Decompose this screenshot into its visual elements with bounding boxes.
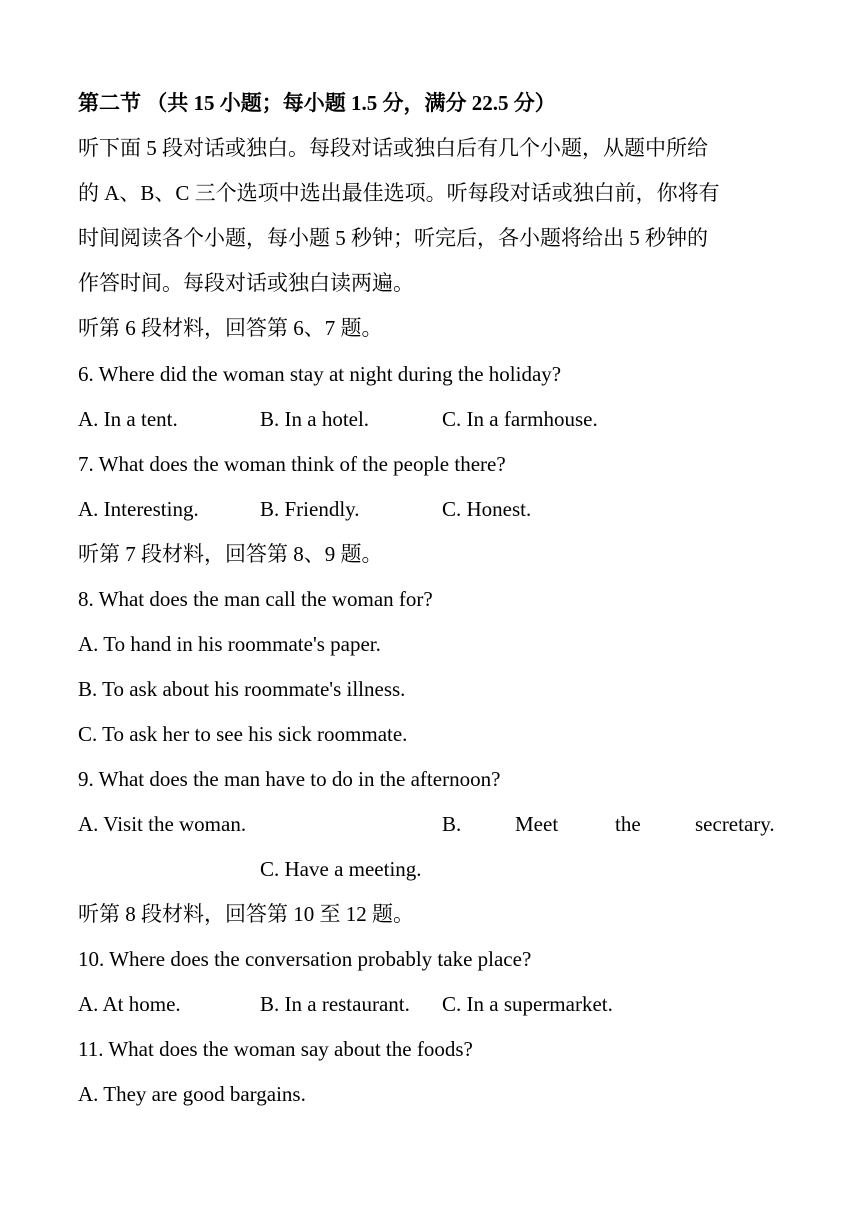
option-a: A. At home. xyxy=(78,992,181,1016)
option-c: C. Have a meeting. xyxy=(260,857,422,881)
option-a: A. In a tent. xyxy=(78,407,178,431)
question-stem: 11. What does the woman say about the foods? xyxy=(78,1037,473,1061)
option-b-word: secretary. xyxy=(695,812,775,836)
group-intro: 听第 6 段材料，回答第 6、7 题。 xyxy=(78,316,383,340)
instruction-line: 作答时间。每段对话或独白读两遍。 xyxy=(78,271,414,295)
instruction-line: 的 A、B、C 三个选项中选出最佳选项。听每段对话或独白前，你将有 xyxy=(78,181,720,205)
option-b: B. In a hotel. xyxy=(260,407,370,431)
question-stem: 6. Where did the woman stay at night during the holiday? xyxy=(78,362,562,386)
option-c: C. To ask her to see his sick roommate. xyxy=(78,722,408,746)
option-c: C. Honest. xyxy=(442,497,532,521)
option-b-word: the xyxy=(615,812,641,836)
question-stem: 10. Where does the conversation probably take place? xyxy=(78,947,532,971)
question-stem: 7. What does the woman think of the people there? xyxy=(78,452,506,476)
option-a: A. They are good bargains. xyxy=(78,1082,306,1106)
section-heading: 第二节 （共 15 小题；每小题 1.5 分，满分 22.5 分） xyxy=(78,91,556,115)
question-stem: 9. What does the man have to do in the afternoon? xyxy=(78,767,501,791)
option-b-letter: B. xyxy=(442,812,462,836)
option-b: B. Friendly. xyxy=(260,497,360,521)
option-a: A. Visit the woman. xyxy=(78,812,247,836)
option-c: C. In a farmhouse. xyxy=(442,407,598,431)
instruction-line: 时间阅读各个小题，每小题 5 秒钟；听完后，各小题将给出 5 秒钟的 xyxy=(78,226,708,250)
option-c: C. In a supermarket. xyxy=(442,992,613,1016)
group-intro: 听第 8 段材料，回答第 10 至 12 题。 xyxy=(78,902,414,926)
option-b: B. To ask about his roommate's illness. xyxy=(78,677,406,701)
question-stem: 8. What does the man call the woman for? xyxy=(78,587,433,611)
option-b: B. In a restaurant. xyxy=(260,992,410,1016)
group-intro: 听第 7 段材料，回答第 8、9 题。 xyxy=(78,542,383,566)
option-b-word: Meet xyxy=(515,812,559,836)
option-a: A. Interesting. xyxy=(78,497,199,521)
option-a: A. To hand in his roommate's paper. xyxy=(78,632,381,656)
instruction-line: 听下面 5 段对话或独白。每段对话或独白后有几个小题，从题中所给 xyxy=(78,136,708,160)
